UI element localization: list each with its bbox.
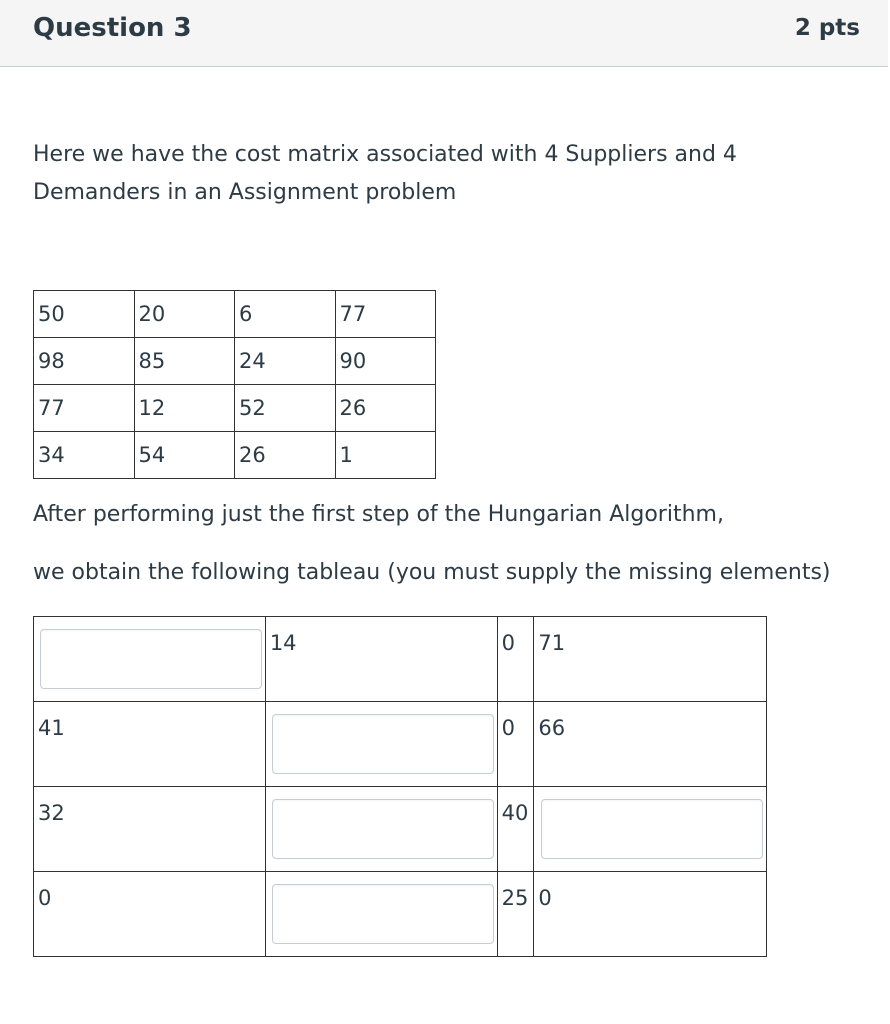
tableau-cell	[497, 617, 534, 702]
tableau-table	[33, 616, 767, 957]
cost-cell: 98	[34, 338, 135, 385]
tableau-cell	[534, 872, 767, 957]
cost-cell: 50	[34, 291, 135, 338]
table-row	[34, 291, 436, 338]
table-row	[34, 338, 436, 385]
tableau-cell	[534, 702, 767, 787]
cost-cell: 20	[134, 291, 235, 338]
tableau-value: 14	[269, 631, 297, 655]
tableau-value: 41	[38, 716, 65, 740]
question-title: Question 3	[33, 13, 192, 43]
instruction-line-2: we obtain the following tableau (you must supply the missing elements)	[33, 560, 831, 585]
tableau-cell	[265, 617, 497, 702]
cost-cell: 34	[34, 432, 135, 479]
answer-input-r3c4[interactable]	[541, 799, 763, 859]
answer-input-r3c2[interactable]	[272, 799, 494, 859]
instruction-line-1: After performing just the first step of the Hungarian Algorithm,	[33, 502, 724, 527]
tableau-cell	[34, 617, 266, 702]
cost-matrix-table	[33, 290, 436, 479]
tableau-cell	[534, 617, 767, 702]
answer-input-r4c2[interactable]	[272, 884, 494, 944]
tableau-cell	[497, 872, 534, 957]
question-header	[0, 0, 888, 67]
table-row	[34, 787, 767, 872]
tableau-cell	[265, 702, 497, 787]
tableau-cell	[34, 872, 266, 957]
tableau-value: 66	[538, 716, 566, 740]
cost-cell: 1	[335, 432, 436, 479]
tableau-value: 40	[501, 801, 529, 825]
table-row	[34, 872, 767, 957]
tableau-cell	[265, 787, 497, 872]
table-row	[34, 432, 436, 479]
cost-cell: 6	[235, 291, 336, 338]
question-points: 2 pts	[794, 15, 860, 41]
table-row	[34, 702, 767, 787]
tableau-cell	[265, 872, 497, 957]
answer-input-r2c2[interactable]	[272, 714, 494, 774]
tableau-cell	[34, 702, 266, 787]
table-row	[34, 617, 767, 702]
tableau-cell	[497, 702, 534, 787]
answer-input-r1c1[interactable]	[40, 629, 262, 689]
table-row	[34, 385, 436, 432]
tableau-value: 71	[538, 631, 566, 655]
tableau-value: 0	[501, 716, 515, 740]
tableau-cell	[497, 787, 534, 872]
cost-cell: 77	[335, 291, 436, 338]
tableau-value: 25	[501, 886, 529, 910]
cost-cell: 12	[134, 385, 235, 432]
question-intro: Here we have the cost matrix associated with 4 Suppliers and 4 Demanders in an Assignment problem	[33, 142, 737, 205]
cost-cell: 77	[34, 385, 135, 432]
cost-cell: 90	[335, 338, 436, 385]
cost-cell: 85	[134, 338, 235, 385]
cost-cell: 52	[235, 385, 336, 432]
cost-cell: 26	[335, 385, 436, 432]
tableau-value: 0	[538, 886, 552, 910]
tableau-value: 32	[38, 801, 65, 825]
cost-cell: 24	[235, 338, 336, 385]
tableau-value: 0	[38, 886, 52, 910]
tableau-cell	[534, 787, 767, 872]
tableau-value: 0	[501, 631, 515, 655]
tableau-cell	[34, 787, 266, 872]
cost-cell: 26	[235, 432, 336, 479]
cost-cell: 54	[134, 432, 235, 479]
